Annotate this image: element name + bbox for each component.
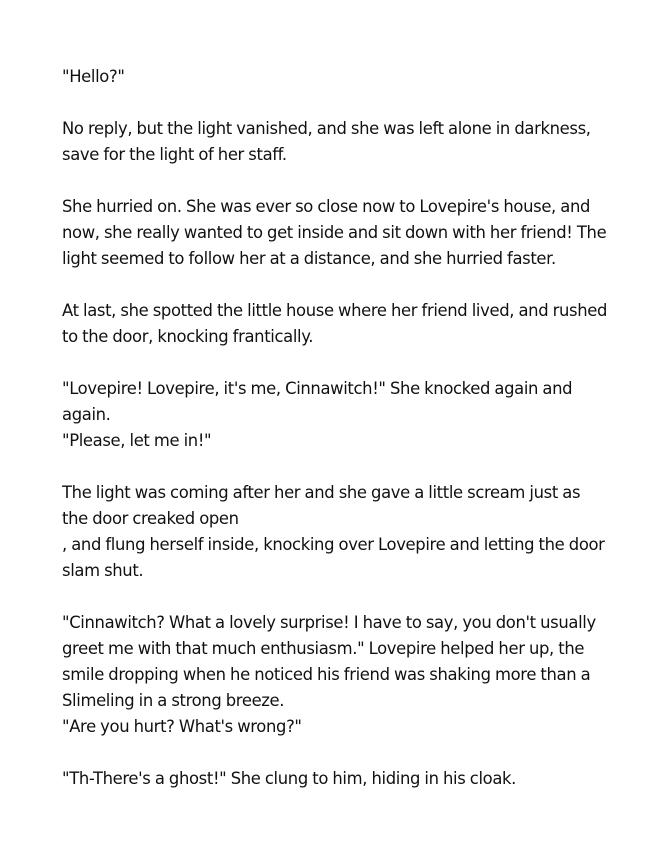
story-text [62,64,610,818]
paragraph: The light was coming after her and she gave a little scream just as the door creaked open , and flung herself inside, knocking over Lovepire and letting the door slam shut. [62,483,605,580]
paragraph: At last, she spotted the little house where her friend lived, and rushed to the door, knocking frantically. [62,301,608,346]
paragraph: "Cinnawitch? What a lovely surprise! I have to say, you don't usually greet me with that much enthusiasm." Lovepire helped her up, the smile dropping when he noticed his friend was shaking more than a Slimeling in a strong breeze. "Are you hurt? What's wrong?" [62,613,596,736]
paragraph: She hurried on. She was ever so close now to Lovepire's house, and now, she really wanted to get inside and sit down with her friend! The light seemed to follow her at a distance, and she hurried faster. [62,197,607,268]
paragraph: "Hello?" [62,67,125,86]
paragraph: No reply, but the light vanished, and she was left alone in darkness, save for the light of her staff. [62,119,591,164]
paragraph: "Th-There's a ghost!" She clung to him, hiding in his cloak. [62,769,517,788]
paragraph: "Lovepire! Lovepire, it's me, Cinnawitch!" She knocked again and again. "Please, let me in!" [62,379,573,450]
